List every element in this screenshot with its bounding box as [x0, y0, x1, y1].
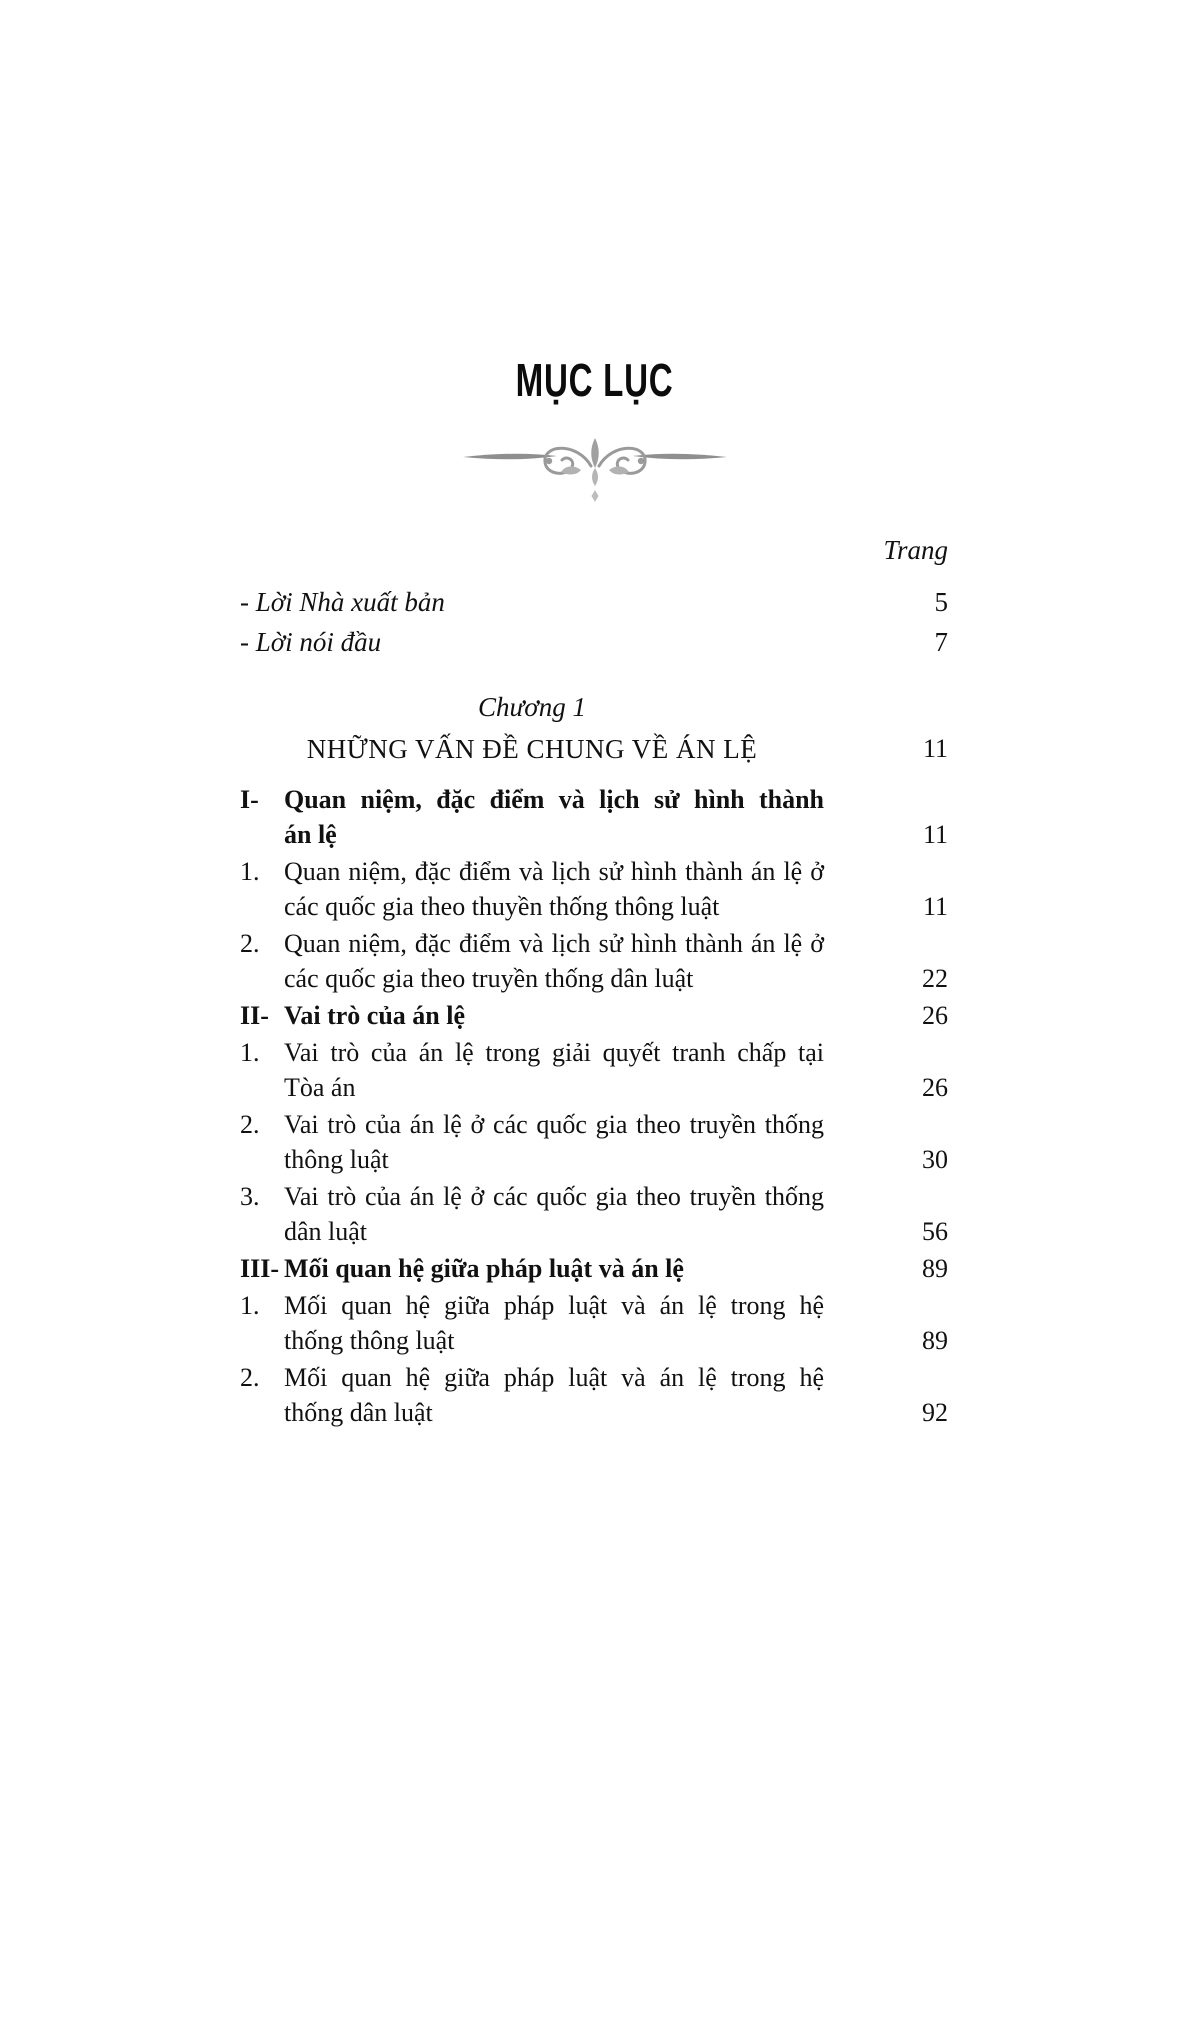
- front-matter-item-text: - Lời Nhà xuất bản: [240, 587, 445, 617]
- entry-marker: I-: [240, 785, 259, 814]
- entry-page-number: 30: [922, 1145, 948, 1174]
- entry-marker: II-: [240, 1001, 269, 1030]
- chapter-heading: [240, 688, 948, 768]
- entry-line: Mối quan hệ giữa pháp luật và án lệ trong hệ: [284, 1363, 824, 1392]
- toc-entry: [240, 1251, 948, 1286]
- entry-line: các quốc gia theo thuyền thống thông luật: [284, 892, 720, 921]
- entry-line: Quan niệm, đặc điểm và lịch sử hình thành án lệ ở: [284, 929, 824, 958]
- toc-entry: [240, 1035, 948, 1105]
- chapter-label: Chương 1: [478, 692, 586, 722]
- entry-line: Quan niệm, đặc điểm và lịch sử hình thành án lệ ở: [284, 857, 824, 886]
- entry-line: án lệ: [284, 820, 337, 849]
- toc-entry: [240, 1360, 948, 1430]
- entry-page-number: 11: [922, 892, 948, 921]
- entry-marker: III-: [240, 1254, 280, 1283]
- front-matter-item-page-number: 7: [934, 627, 948, 657]
- toc-entry: [240, 1107, 948, 1177]
- chapter-page-number: 11: [922, 734, 948, 763]
- entry-marker: 1.: [240, 1291, 260, 1320]
- entry-line: thống thông luật: [284, 1326, 455, 1355]
- entry-text: [284, 1251, 824, 1286]
- entry-page-number: 92: [922, 1398, 948, 1427]
- toc-entry-list: [240, 782, 948, 1430]
- page-title-row: [0, 356, 1190, 406]
- entry-marker: 2.: [240, 929, 260, 958]
- front-matter-item: [240, 582, 948, 622]
- entry-page-number: 22: [922, 964, 948, 993]
- toc-page: [0, 356, 1190, 2039]
- entry-page-number: 26: [922, 1001, 948, 1030]
- entry-page-number: 89: [922, 1254, 948, 1283]
- toc-entry: [240, 782, 948, 852]
- entry-page-number: 26: [922, 1073, 948, 1102]
- entry-line: Vai trò của án lệ ở các quốc gia theo truyền thống: [284, 1110, 824, 1139]
- entry-text: [284, 1107, 824, 1177]
- toc-entry: [240, 998, 948, 1033]
- entry-marker: 1.: [240, 857, 260, 886]
- entry-marker: 2.: [240, 1110, 260, 1139]
- front-matter-item-text: - Lời nói đầu: [240, 627, 382, 657]
- chapter-title: NHỮNG VẤN ĐỀ CHUNG VỀ ÁN LỆ: [306, 734, 758, 764]
- entry-line: Vai trò của án lệ ở các quốc gia theo truyền thống: [284, 1182, 824, 1211]
- entry-text: [284, 782, 824, 852]
- page-column-label: Trang: [883, 535, 948, 565]
- entry-line: dân luật: [284, 1217, 368, 1246]
- entry-line: thống dân luật: [284, 1398, 433, 1427]
- entry-text: [284, 998, 824, 1033]
- page-title: MỤC LỤC: [516, 354, 674, 406]
- toc-entry: [240, 926, 948, 996]
- entry-line: Mối quan hệ giữa pháp luật và án lệ: [284, 1254, 684, 1283]
- entry-text: [284, 1288, 824, 1358]
- toc-entry: [240, 1179, 948, 1249]
- toc-entry: [240, 854, 948, 924]
- front-matter-list: [240, 582, 948, 662]
- entry-page-number: 11: [922, 820, 948, 849]
- entry-line: Tòa án: [284, 1073, 356, 1102]
- entry-text: [284, 1179, 824, 1249]
- entry-line: Vai trò của án lệ trong giải quyết tranh chấp tại: [284, 1038, 824, 1067]
- entry-marker: 2.: [240, 1363, 260, 1392]
- entry-text: [284, 926, 824, 996]
- entry-line: Vai trò của án lệ: [284, 1001, 466, 1030]
- entry-marker: 3.: [240, 1182, 260, 1211]
- toc-content: [240, 532, 948, 1430]
- entry-page-number: 56: [922, 1217, 948, 1246]
- entry-page-number: 89: [922, 1326, 948, 1355]
- front-matter-item-page-number: 5: [934, 587, 948, 617]
- entry-text: [284, 1360, 824, 1430]
- entry-text: [284, 1035, 824, 1105]
- entry-marker: 1.: [240, 1038, 260, 1067]
- entry-text: [284, 854, 824, 924]
- front-matter-item: [240, 622, 948, 662]
- toc-entry: [240, 1288, 948, 1358]
- entry-line: thông luật: [284, 1145, 389, 1174]
- entry-line: Mối quan hệ giữa pháp luật và án lệ trong hệ: [284, 1291, 824, 1320]
- flourish-divider-icon: [0, 430, 1190, 504]
- entry-line: các quốc gia theo truyền thống dân luật: [284, 964, 694, 993]
- entry-line: Quan niệm, đặc điểm và lịch sử hình thành: [284, 785, 824, 814]
